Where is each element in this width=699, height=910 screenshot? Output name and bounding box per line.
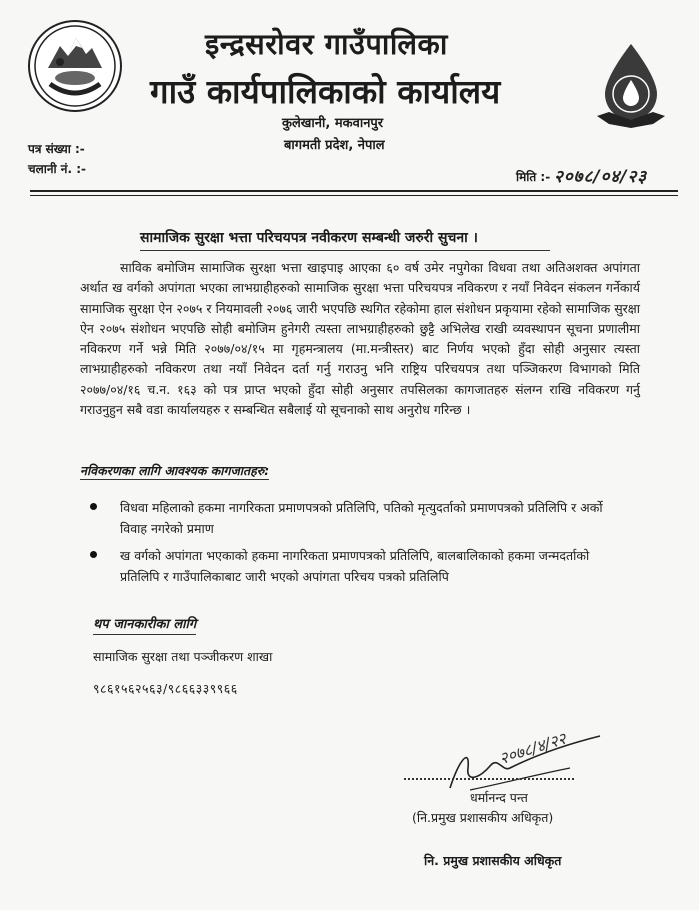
contact-heading: थप जानकारीका लागि bbox=[93, 614, 196, 635]
notice-body-text: साविक बमोजिम सामाजिक सुरक्षा भत्ता खाइपाइ आएका ६० वर्ष उमेर नपुगेका विधवा तथा अतिअशक्त अपांगता अर्थात ख वर्गको अपांगता भएका लाभग्राहीहरुको सामाजिक सुरक्षा भत्ता परिचयपत्र नविकरण र नयाँ निवेदन संकलन गर्नेकार्य सामाजिक सुरक्षा ऐन २०७५ र नियमावली २०७६ जारी भएपछि स्थगित रहेकोमा हाल संशोधन प्रकृयामा रहेको सामाजिक सुरक्षा ऐन २०७५ संशोधन भएपछि सोही बमोजिम हुनेगरी त्यस्ता लाभग्राहीहरुको छुट्टै अभिलेख राखी व्यवस्थापन सूचना प्रणालीमा नविकरण गर्ने भन्ने मिति २०७७/०४/१५ मा गृहमन्त्रालय (मा.मन्त्रीस्तर) बाट निर्णय भएको हुँदा सोही अनुसार त्यस्ता लाभग्राहीहरुको नविकरण तथा नयाँ निवेदन दर्ता गर्नु गराउनु भनि राष्ट्रिय परिचयपत्र तथा पञ्जिकरण विभागको मिति २०७७/०४/१६ च.न. १६३ को पत्र प्राप्त भएको हुँदा सोही अनुसार तपसिलका कागजातहरु संलग्न राखि नविकरण गर्नु गराउनुहुन सबै वडा कार्यालयहरु र सम्बन्धित सबैलाई यो सूचनाको साथ अनुरोध गरिन्छ । bbox=[80, 260, 640, 418]
heading-underline bbox=[140, 250, 550, 251]
letter-number-label: पत्र संख्या :- bbox=[28, 142, 85, 156]
notice-heading: सामाजिक सुरक्षा भत्ता परिचयपत्र नवीकरण सम्बन्धी जरुरी सुचना । bbox=[140, 230, 478, 246]
header-divider bbox=[30, 190, 678, 192]
header-divider-thin bbox=[30, 195, 678, 196]
signature-date: २०७८/४/२२ bbox=[496, 728, 569, 769]
signatory-name: धर्मानन्द पन्त bbox=[470, 790, 528, 805]
date-label: मिति :- bbox=[516, 170, 551, 184]
municipality-name: इन्द्रसरोवर गाउँपालिका bbox=[205, 27, 448, 61]
office-title: गाउँ कार्यपालिकाको कार्यालय bbox=[150, 72, 501, 111]
notice-body bbox=[80, 258, 640, 420]
dispatch-number-label: चलानी नं. :- bbox=[28, 162, 86, 176]
contact-phones: ९८६१५६२५६३/९८६६३३९९६६ bbox=[93, 681, 238, 696]
list-item bbox=[90, 497, 630, 539]
bullet-icon bbox=[90, 551, 97, 558]
list-item-text: ख वर्गको अपांगता भएकाको हकमा नागरिकता प्रमाणपत्रको प्रतिलिपि, बालबालिकाको हकमा जन्मदर्ताको प्रतिलिपि र गाउँपालिकाबाट जारी भएको अपांगता परिचय पत्रको प्रतिलिपि bbox=[120, 548, 590, 584]
address-line-1: कुलेखानी, मकवानपुर bbox=[282, 116, 384, 131]
list-item-text: विधवा महिलाको हकमा नागरिकता प्रमाणपत्रको प्रतिलिपि, पतिको मृत्युदर्ताको प्रमाणपत्रको प्रतिलिपि र अर्को विवाह नगरेको प्रमाण bbox=[120, 500, 603, 536]
list-item bbox=[90, 545, 630, 587]
signatory-title: (नि.प्रमुख प्रशासकीय अधिकृत) bbox=[412, 810, 554, 825]
signature-line bbox=[404, 778, 574, 780]
date-value: २०७८/०४/२३ bbox=[554, 167, 648, 187]
bullet-icon bbox=[90, 503, 97, 510]
water-drop-seal-icon bbox=[595, 42, 667, 128]
signatory-stamp: नि. प्रमुख प्रशासकीय अधिकृत bbox=[424, 853, 562, 868]
nepal-emblem-icon bbox=[28, 20, 122, 112]
documents-heading: नविकरणका लागि आवश्यक कागजातहरु: bbox=[80, 463, 270, 478]
contact-branch: सामाजिक सुरक्षा तथा पञ्जीकरण शाखा bbox=[93, 649, 273, 664]
address-line-2: बागमती प्रदेश, नेपाल bbox=[284, 138, 385, 153]
